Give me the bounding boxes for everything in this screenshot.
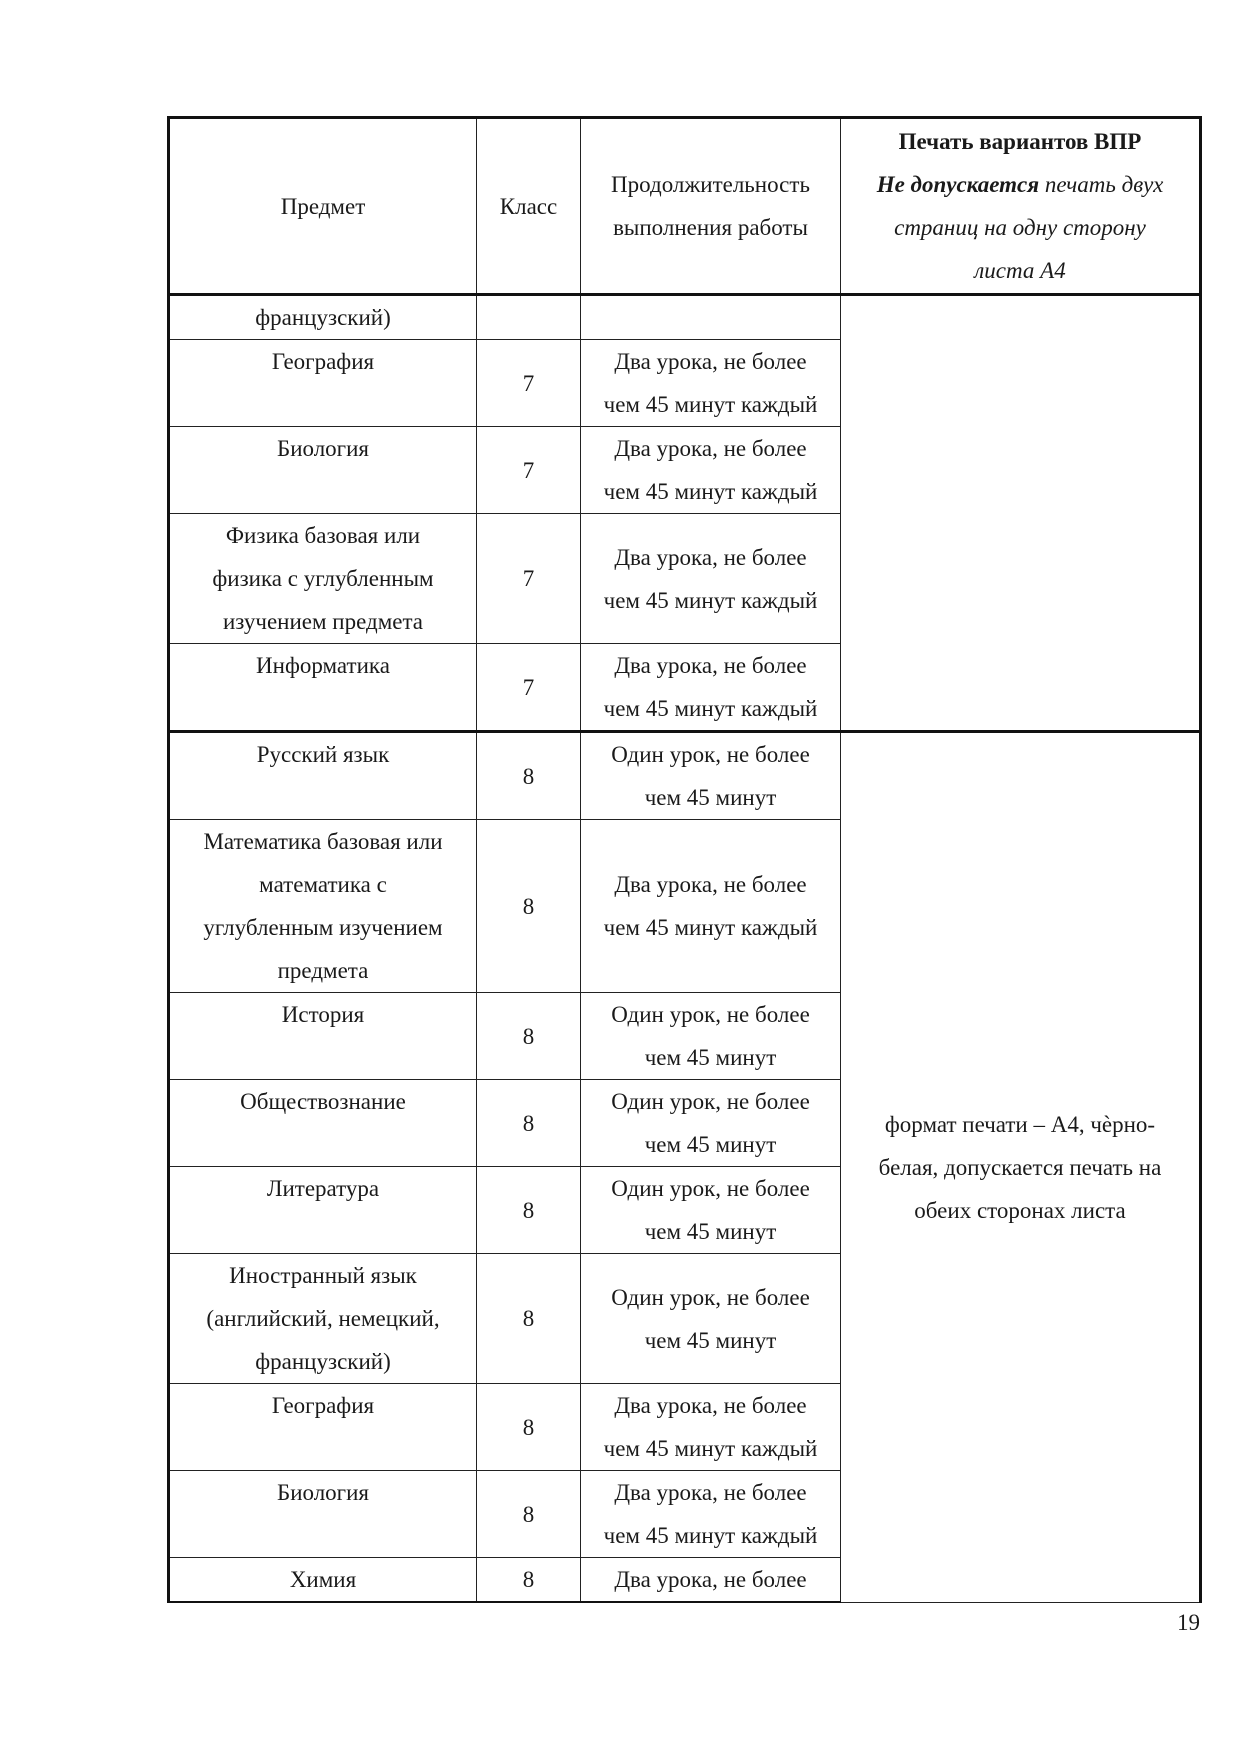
duration-line: Два урока, не более <box>614 1393 807 1418</box>
subject-line: физика с углубленным <box>212 566 434 591</box>
print-format-line: обеих сторонах листа <box>914 1197 1126 1223</box>
subject-line: География <box>271 349 375 374</box>
subject-line: (английский, немецкий, <box>206 1306 440 1331</box>
subject-cell <box>169 295 477 340</box>
duration-line: чем 45 минут <box>644 1132 777 1157</box>
header-print-note-rest: печать двух <box>1039 172 1164 197</box>
subject-line: География <box>271 1393 375 1418</box>
grade-cell: 8 <box>477 993 581 1080</box>
duration-line: Один урок, не более <box>611 1284 810 1310</box>
grade-cell: 8 <box>477 1167 581 1254</box>
header-print-note-line1 <box>847 163 1193 206</box>
subject-line: Обществознание <box>240 1089 406 1114</box>
table-row <box>169 732 1201 820</box>
duration-cell <box>581 644 841 732</box>
print-format-line: белая, допускается печать на <box>878 1154 1162 1180</box>
grade-cell: 8 <box>477 1254 581 1384</box>
subject-line: Иностранный язык <box>229 1263 417 1288</box>
duration-line: Два урока, не более <box>614 436 807 461</box>
subject-line: Информатика <box>256 653 390 678</box>
subject-line: Химия <box>289 1567 357 1592</box>
print-format-cell <box>841 295 1201 732</box>
subject-cell <box>169 993 477 1080</box>
subject-line: Математика базовая или <box>203 829 443 854</box>
print-format-cell <box>841 732 1201 1603</box>
duration-cell <box>581 340 841 427</box>
duration-line: Два урока, не более <box>614 872 807 897</box>
duration-line: Один урок, не более <box>611 742 810 767</box>
table-body <box>169 295 1201 1603</box>
subject-line: французский) <box>255 305 391 330</box>
duration-line: чем 45 минут каждый <box>603 1523 818 1548</box>
duration-line: чем 45 минут каждый <box>603 587 818 613</box>
duration-line: чем 45 минут каждый <box>603 915 818 940</box>
header-print-title: Печать вариантов ВПР <box>898 129 1142 154</box>
subject-cell <box>169 514 477 644</box>
subject-line: Русский язык <box>256 742 390 767</box>
subject-cell <box>169 1471 477 1558</box>
duration-line: Один урок, не более <box>611 1176 810 1201</box>
duration-cell <box>581 993 841 1080</box>
duration-cell <box>581 1558 841 1603</box>
grade-cell: 8 <box>477 1384 581 1471</box>
header-print <box>841 118 1201 295</box>
subject-line: предмета <box>277 958 369 983</box>
duration-line: чем 45 минут каждый <box>603 696 818 721</box>
grade-cell: 8 <box>477 732 581 820</box>
grade-cell: 7 <box>477 340 581 427</box>
subject-cell <box>169 1558 477 1603</box>
vpr-schedule-table <box>167 116 1202 1603</box>
duration-line: чем 45 минут <box>644 785 777 810</box>
duration-line: Два урока, не более <box>614 1480 807 1505</box>
subject-cell <box>169 1384 477 1471</box>
duration-cell <box>581 514 841 644</box>
duration-line: Два урока, не более <box>614 1567 807 1592</box>
duration-line: чем 45 минут <box>644 1327 777 1353</box>
duration-line: Два урока, не более <box>614 544 807 570</box>
header-print-note-bold: Не допускается <box>876 172 1040 197</box>
grade-cell <box>477 295 581 340</box>
table-row <box>169 295 1201 340</box>
subject-cell <box>169 340 477 427</box>
subject-cell <box>169 1254 477 1384</box>
grade-cell: 7 <box>477 644 581 732</box>
subject-line: Литература <box>266 1176 380 1201</box>
grade-cell: 8 <box>477 820 581 993</box>
subject-line: изучением предмета <box>222 609 424 634</box>
header-subject: Предмет <box>169 118 477 295</box>
duration-line: чем 45 минут <box>644 1045 777 1070</box>
subject-line: математика с <box>259 872 387 897</box>
duration-cell <box>581 820 841 993</box>
duration-line: Один урок, не более <box>611 1089 810 1114</box>
duration-line: чем 45 минут каждый <box>603 479 818 504</box>
subject-cell <box>169 427 477 514</box>
table-header-row <box>169 118 1201 295</box>
subject-cell <box>169 644 477 732</box>
duration-cell <box>581 1254 841 1384</box>
subject-line: Биология <box>276 1480 369 1505</box>
grade-cell: 7 <box>477 514 581 644</box>
subject-cell <box>169 1167 477 1254</box>
header-duration <box>581 118 841 295</box>
header-print-note-line3: листа А4 <box>974 258 1066 283</box>
duration-cell <box>581 1080 841 1167</box>
duration-cell <box>581 732 841 820</box>
grade-cell: 8 <box>477 1558 581 1603</box>
duration-cell <box>581 1167 841 1254</box>
header-print-note-line2: страниц на одну сторону <box>894 215 1146 240</box>
duration-line: Два урока, не более <box>614 653 807 678</box>
duration-line: чем 45 минут каждый <box>603 392 818 417</box>
grade-cell: 8 <box>477 1080 581 1167</box>
subject-cell <box>169 1080 477 1167</box>
page-number: 19 <box>1177 1610 1200 1635</box>
duration-line: чем 45 минут <box>644 1219 777 1244</box>
subject-line: История <box>281 1002 365 1027</box>
duration-line: Один урок, не более <box>611 1002 810 1027</box>
header-duration-line2: выполнения работы <box>613 215 808 240</box>
subject-cell <box>169 732 477 820</box>
subject-line: французский) <box>255 1349 391 1374</box>
subject-line: углубленным изучением <box>203 915 443 940</box>
header-duration-line1: Продолжительность <box>611 172 810 197</box>
duration-cell <box>581 1384 841 1471</box>
grade-cell: 7 <box>477 427 581 514</box>
subject-line: Физика базовая или <box>225 523 421 548</box>
duration-cell <box>581 295 841 340</box>
duration-cell <box>581 1471 841 1558</box>
print-format-line: формат печати – А4, чѐрно- <box>884 1111 1156 1137</box>
header-grade: Класс <box>477 118 581 295</box>
grade-cell: 8 <box>477 1471 581 1558</box>
duration-line: Два урока, не более <box>614 349 807 374</box>
duration-line: чем 45 минут каждый <box>603 1436 818 1461</box>
duration-cell <box>581 427 841 514</box>
subject-line: Биология <box>276 436 369 461</box>
subject-cell <box>169 820 477 993</box>
